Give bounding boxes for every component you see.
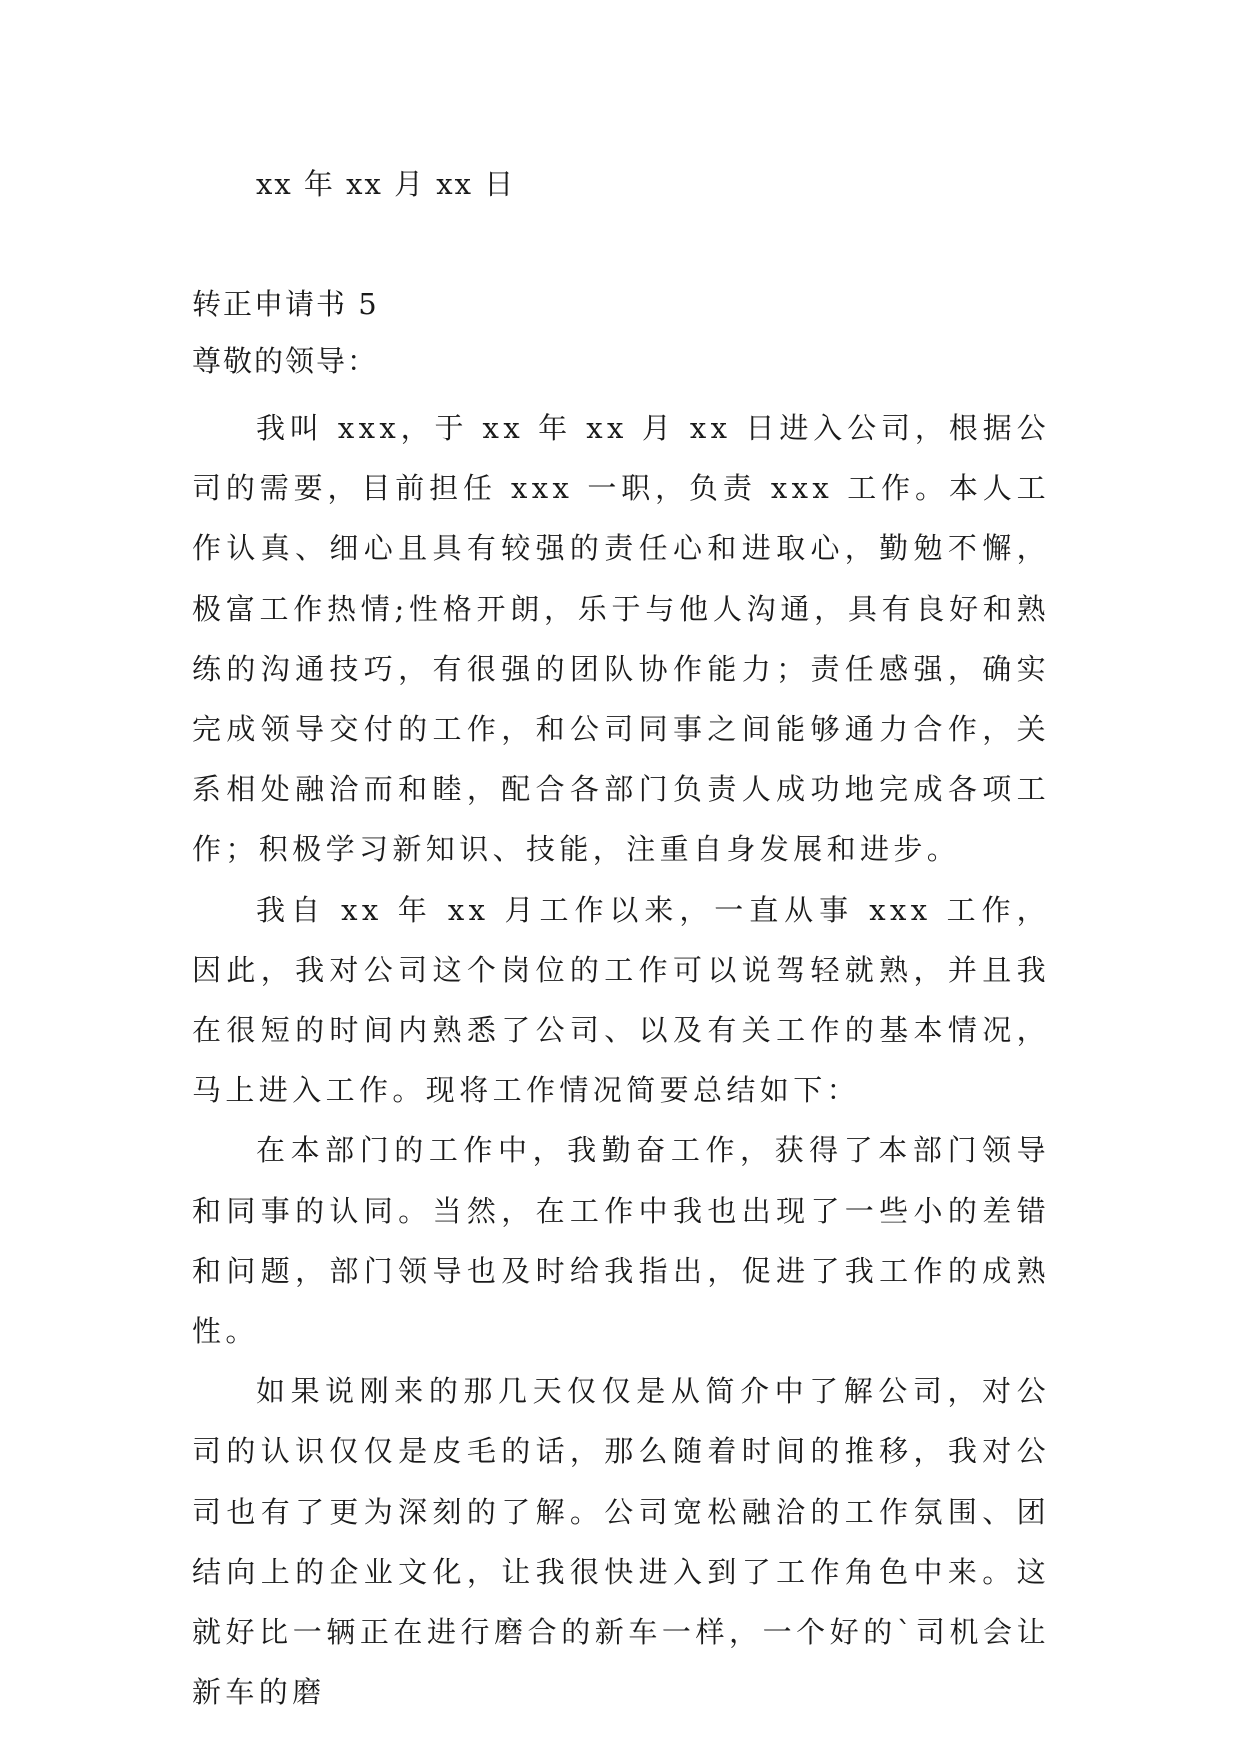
paragraph: 在本部门的工作中，我勤奋工作，获得了本部门领导和同事的认同。当然，在工作中我也出现了一些小的差错和问题，部门领导也及时给我指出，促进了我工作的成熟性。 bbox=[192, 1133, 1050, 1349]
paragraph: 我自 xx 年 xx 月工作以来，一直从事 xxx 工作，因此，我对公司这个岗位的工作可以说驾轻就熟，并且我在很短的时间内熟悉了公司、以及有关工作的基本情况，马上进入工作。现将工作情况简要总结如下： bbox=[192, 892, 1050, 1108]
paragraph: 如果说刚来的那几天仅仅是从简介中了解公司，对公司的认识仅仅是皮毛的话，那么随着时间的推移，我对公司也有了更为深刻的了解。公司宽松融洽的工作氛围、团结向上的企业文化，让我很快进入到了工作角色中来。这就好比一辆正在进行磨合的新车一样，一个好的`司机会让新车的磨 bbox=[192, 1374, 1050, 1710]
body-text bbox=[192, 398, 1050, 1722]
salutation: 尊敬的领导： bbox=[192, 344, 379, 378]
paragraph: 我叫 xxx，于 xx 年 xx 月 xx 日进入公司，根据公司的需要，目前担任 xxx 一职，负责 xxx 工作。本人工作认真、细心且具有较强的责任心和进取心，勤勉不懈，极富工作热情;性格开朗，乐于与他人沟通，具有良好和熟练的沟通技巧，有很强的团队协作能力；责任感强，确实完成领导交付的工作，和公司同事之间能够通力合作，关系相处融洽而和睦，配合各部门负责人成功地完成各项工作；积极学习新知识、技能，注重自身发展和进步。 bbox=[192, 411, 1050, 867]
date-line: xx 年 xx 月 xx 日 bbox=[256, 167, 516, 201]
document-title: 转正申请书 5 bbox=[192, 287, 379, 321]
